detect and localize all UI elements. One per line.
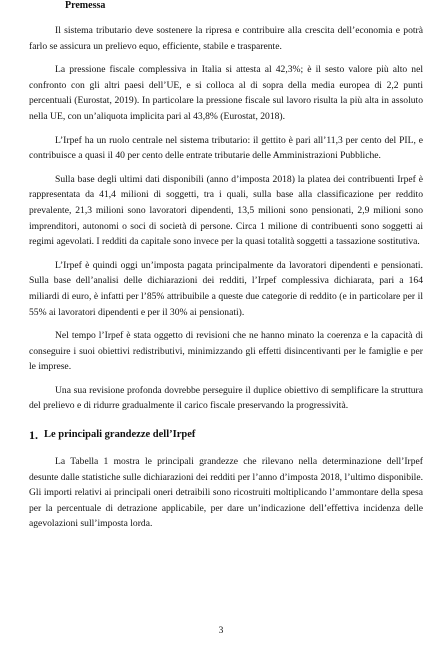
paragraph: La pressione fiscale complessiva in Italia si attesta al 42,3%; è il sesto valore più alto nel confronto con gli altri paesi dell’UE, e si colloca al di sopra della media europea di 2,2 punti percentuali (Eurostat, 2019). In particolare la pressione fiscale sul lavoro risulta la più alta in assoluto nella UE, con un’aliquota implicita pari al 43,8% (Eurostat, 2018).: [29, 64, 423, 122]
paragraph: L’Irpef è quindi oggi un’imposta pagata principalmente da lavoratori dipendenti e pensionati. Sulla base dell’analisi delle dichiarazioni dei redditi, l’Irpef complessiva dichiarata, pari a 164 miliardi di euro, è infatti per l’85% attribuibile a queste due categorie di reddito (e in particolare per il 55% ai lavoratori dipendenti e per il 30% ai pensionati).: [29, 259, 423, 318]
paragraph: L’Irpef ha un ruolo centrale nel sistema tributario: il gettito è pari all’11,3 per cento del PIL, e contribuisce a quasi il 40 per cento delle entrate tributarie delle Amministrazioni Pubbliche.: [29, 134, 423, 162]
section-heading-premessa: Premessa: [65, 0, 106, 11]
section-number: 1.: [29, 428, 38, 443]
paragraph: Nel tempo l’Irpef è stata oggetto di revisioni che ne hanno minato la coerenza e la capacità di conseguire i suoi obiettivi redistributivi, minimizzando gli effetti disincentivanti per le famiglie e per le imprese.: [29, 330, 423, 373]
paragraph: Una sua revisione profonda dovrebbe perseguire il duplice obiettivo di semplificare la struttura del prelievo e di ridurre gradualmente il carico fiscale preservando la progressività.: [29, 384, 423, 412]
paragraph: La Tabella 1 mostra le principali grandezze che rilevano nella determinazione dell’Irpef desunte dalle statistiche sulle dichiarazioni dei redditi per l’anno d’imposta 2018, l’ultimo disponibile. Gli importi relativi ai principali oneri detraibili sono ricostruiti moltiplicando l’ammontare della spesa per la percentuale di detrazione applicabile, per dare un’indicazione dell’effettiva incidenza delle agevolazioni sull’imposta lorda.: [29, 456, 423, 530]
paragraph: Sulla base degli ultimi dati disponibili (anno d’imposta 2018) la platea dei contribuenti Irpef è rappresentata da 41,4 milioni di soggetti, tra i quali, sulla base alla classificazione per reddito prevalente, 21,3 milioni sono lavoratori dipendenti, 13,5 milioni sono pensionati, 2,9 milioni sono imprenditori, autonomi o soci di società di persone. Circa 1 milione di contribuenti sono soggetti ai regimi agevolati. I redditi da capitale sono invece per la quasi totalità soggetti a tassazione sostitutiva.: [29, 173, 423, 248]
paragraph: Il sistema tributario deve sostenere la ripresa e contribuire alla crescita dell’economia e potrà farlo se assicura un prelievo equo, efficiente, stabile e trasparente.: [29, 25, 423, 52]
page-body: [29, 0, 423, 532]
section-title: Le principali grandezze dell’Irpef: [44, 429, 196, 441]
page-number: 3: [218, 626, 224, 636]
section-heading: [29, 428, 423, 442]
